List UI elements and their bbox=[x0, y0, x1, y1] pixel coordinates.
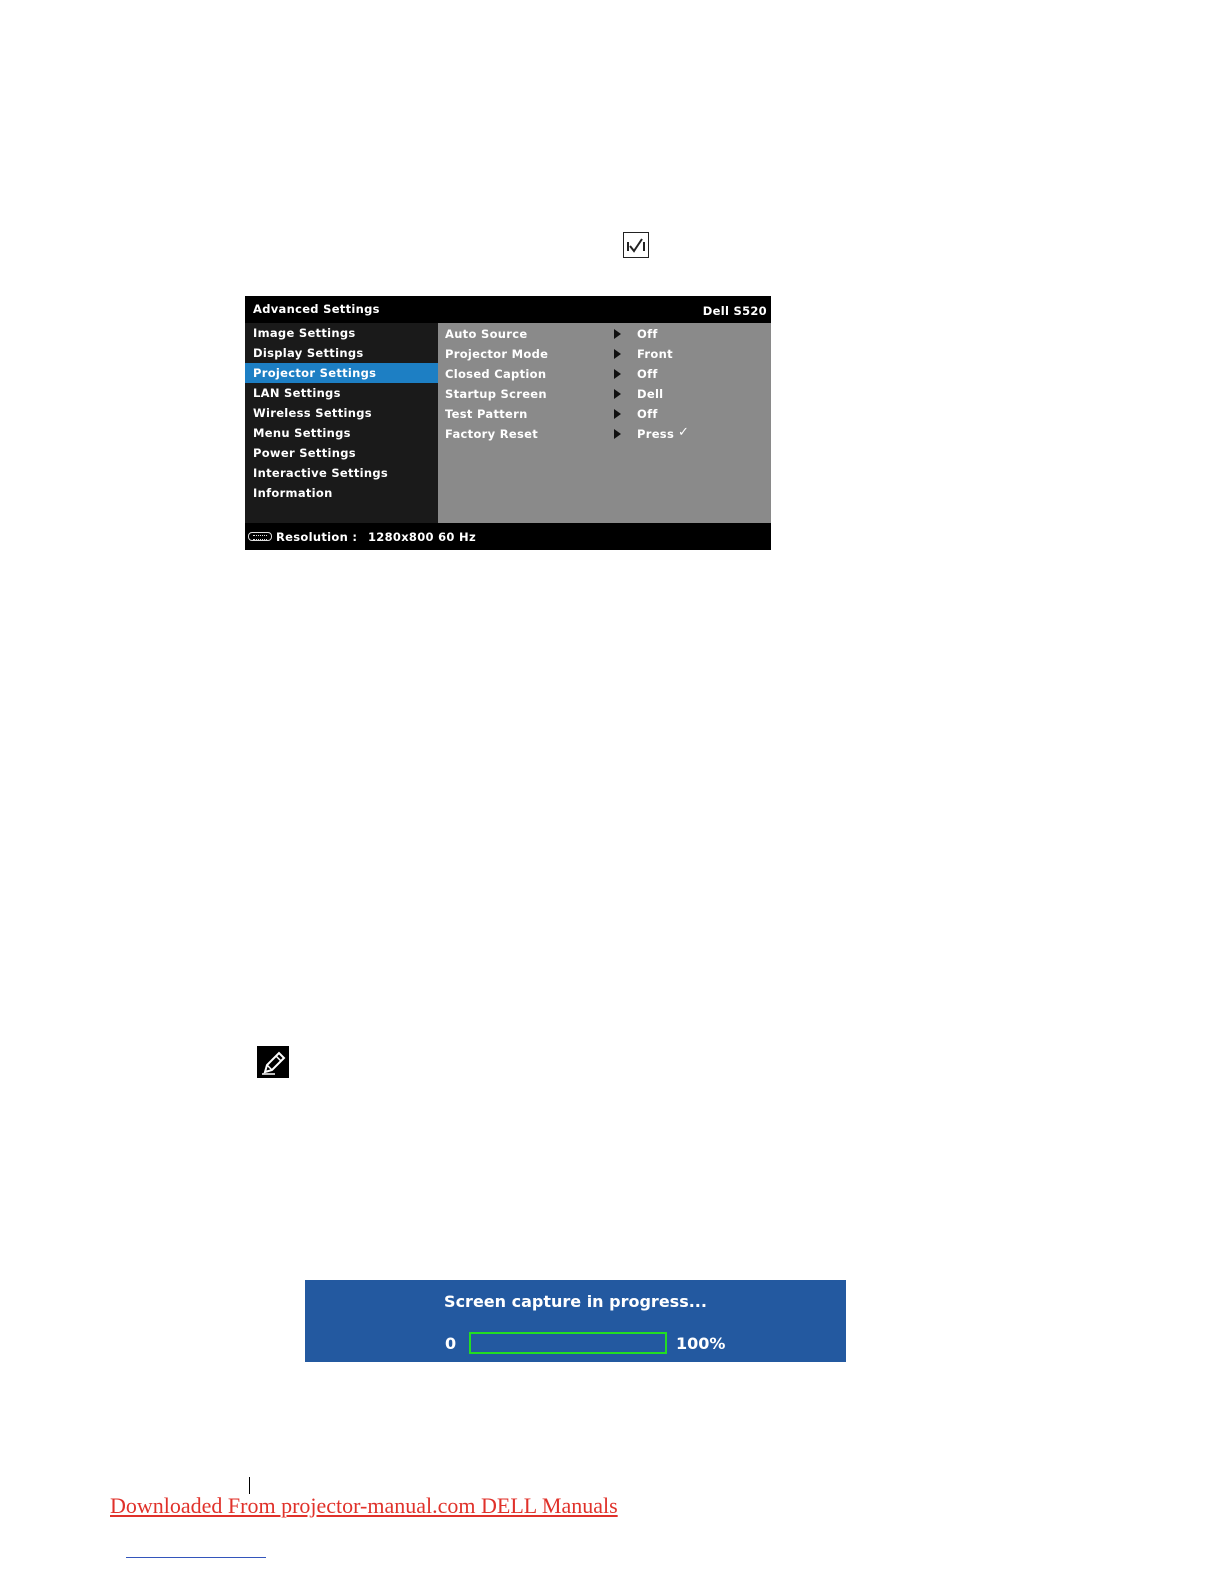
sidebar-item-label: Power Settings bbox=[253, 446, 356, 460]
option-label: Startup Screen bbox=[445, 387, 547, 401]
osd-advanced-settings-menu bbox=[245, 296, 771, 550]
arrow-right-icon bbox=[614, 409, 621, 419]
footer-rule bbox=[126, 1557, 266, 1558]
option-value: Dell bbox=[637, 387, 664, 401]
sidebar-item-image-settings[interactable] bbox=[245, 323, 438, 343]
osd-sidebar bbox=[245, 323, 438, 523]
sidebar-item-label: Wireless Settings bbox=[253, 406, 372, 420]
option-label: Auto Source bbox=[445, 327, 528, 341]
arrow-right-icon bbox=[614, 329, 621, 339]
sidebar-item-projector-settings[interactable] bbox=[245, 363, 438, 383]
arrow-right-icon bbox=[614, 369, 621, 379]
option-label: Closed Caption bbox=[445, 367, 547, 381]
sidebar-item-lan-settings[interactable] bbox=[245, 383, 438, 403]
resolution-label: Resolution : bbox=[276, 530, 358, 544]
progress-max-label: 100% bbox=[676, 1334, 726, 1353]
option-projector-mode[interactable] bbox=[438, 344, 771, 364]
vga-input-icon bbox=[248, 532, 272, 541]
sidebar-item-information[interactable] bbox=[245, 483, 438, 503]
option-startup-screen[interactable] bbox=[438, 384, 771, 404]
osd-footer bbox=[245, 523, 771, 550]
sidebar-item-display-settings[interactable] bbox=[245, 343, 438, 363]
sidebar-item-label: Menu Settings bbox=[253, 426, 351, 440]
sidebar-item-menu-settings[interactable] bbox=[245, 423, 438, 443]
arrow-right-icon bbox=[614, 429, 621, 439]
option-value: Off bbox=[637, 327, 658, 341]
sidebar-item-label: Projector Settings bbox=[253, 366, 377, 380]
progress-min-label: 0 bbox=[445, 1334, 457, 1353]
option-label: Factory Reset bbox=[445, 427, 539, 441]
osd-options-panel bbox=[438, 323, 771, 523]
option-value: Off bbox=[637, 407, 658, 421]
osd-model: Dell S520 bbox=[702, 304, 767, 318]
option-factory-reset[interactable] bbox=[438, 424, 771, 444]
sidebar-item-power-settings[interactable] bbox=[245, 443, 438, 463]
sidebar-item-interactive-settings[interactable] bbox=[245, 463, 438, 483]
note-pencil-icon bbox=[257, 1046, 289, 1078]
progress-bar bbox=[469, 1332, 667, 1354]
option-auto-source[interactable] bbox=[438, 324, 771, 344]
sidebar-item-label: Image Settings bbox=[253, 326, 356, 340]
resolution-value: 1280x800 60 Hz bbox=[368, 530, 476, 544]
arrow-right-icon bbox=[614, 389, 621, 399]
option-test-pattern[interactable] bbox=[438, 404, 771, 424]
sidebar-item-label: Display Settings bbox=[253, 346, 364, 360]
osd-title: Advanced Settings bbox=[253, 302, 380, 316]
checkmark-icon: ✓ bbox=[678, 425, 690, 440]
option-value: Front bbox=[637, 347, 673, 361]
arrow-right-icon bbox=[614, 349, 621, 359]
download-source-link[interactable]: Downloaded From projector-manual.com DELL Manuals bbox=[110, 1493, 618, 1518]
capture-title: Screen capture in progress... bbox=[444, 1292, 707, 1311]
sidebar-item-wireless-settings[interactable] bbox=[245, 403, 438, 423]
screen-capture-dialog bbox=[305, 1280, 846, 1362]
option-label: Projector Mode bbox=[445, 347, 549, 361]
option-value: Press bbox=[637, 427, 675, 441]
sidebar-item-label: Interactive Settings bbox=[253, 466, 389, 480]
option-value: Off bbox=[637, 367, 658, 381]
option-closed-caption[interactable] bbox=[438, 364, 771, 384]
sidebar-item-label: LAN Settings bbox=[253, 386, 341, 400]
osd-header bbox=[245, 296, 771, 323]
sidebar-item-label: Information bbox=[253, 486, 333, 500]
checkbox-check-icon bbox=[623, 232, 649, 258]
option-label: Test Pattern bbox=[445, 407, 528, 421]
margin-bar bbox=[249, 1477, 250, 1494]
